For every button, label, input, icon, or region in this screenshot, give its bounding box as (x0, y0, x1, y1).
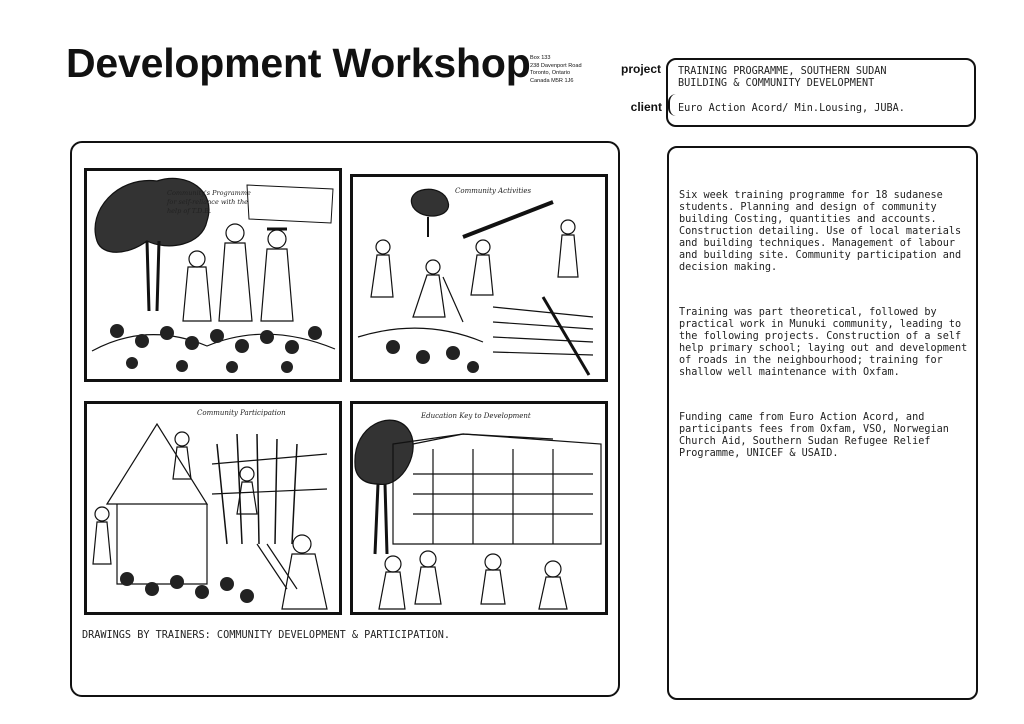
school-building-drawing (353, 404, 605, 612)
project-client-box (666, 58, 976, 127)
community-participation-drawing (87, 404, 339, 612)
organization-address (530, 55, 582, 85)
panel-caption: Community Participation (197, 409, 286, 417)
drawing-panel-education (350, 401, 608, 615)
description-paragraph: Six week training programme for 18 sudanese students. Planning and design of community building Costing, quantities and accounts. Construction detailing. Use of local materials and building techniques. Management of labour and building site. Community participation and decision making. (679, 190, 962, 273)
panel-caption: Community's Programme for self-reliance with the help of T.D.B. (167, 189, 251, 215)
description-paragraph: Funding came from Euro Action Acord, and participants fees from Oxfam, VSO, Norwegian Church Aid, Southern Sudan Refugee Relief Programme, UNICEF & USAID. (679, 412, 949, 459)
description-frame (667, 146, 978, 700)
drawings-caption: DRAWINGS BY TRAINERS: COMMUNITY DEVELOPMENT & PARTICIPATION. (82, 630, 451, 641)
address-line: Canada M5R 1J6 (530, 77, 574, 84)
project-line-1: TRAINING PROGRAMME, SOUTHERN SUDAN (678, 66, 887, 77)
client-label: client (630, 100, 662, 114)
address-line: Toronto, Ontario (530, 70, 571, 77)
project-label: project (620, 62, 661, 76)
panel-caption: Education Key to Development (421, 412, 531, 420)
drawing-panel-community-activities (350, 174, 608, 382)
description-paragraph: Training was part theoretical, followed by practical work in Munuki community, leading to the following projects. Construction of a self help primary school; laying out and development of roads in the neighbourhood; training for shallow well maintenance with Oxfam. (679, 307, 968, 378)
page-title: Development Workshop (66, 40, 531, 86)
community-activities-drawing (353, 177, 605, 379)
address-line: 238 Davenport Road (530, 62, 582, 69)
drawing-panel-community-participation (84, 401, 342, 615)
address-line: Box 133 (530, 55, 551, 61)
description-text (679, 166, 975, 493)
project-line-2: BUILDING & COMMUNITY DEVELOPMENT (678, 78, 875, 89)
drawing-panel-community-programme (84, 168, 342, 382)
client-value: Euro Action Acord/ Min.Lousing, JUBA. (678, 103, 905, 114)
panel-caption: Community Activities (455, 187, 532, 195)
